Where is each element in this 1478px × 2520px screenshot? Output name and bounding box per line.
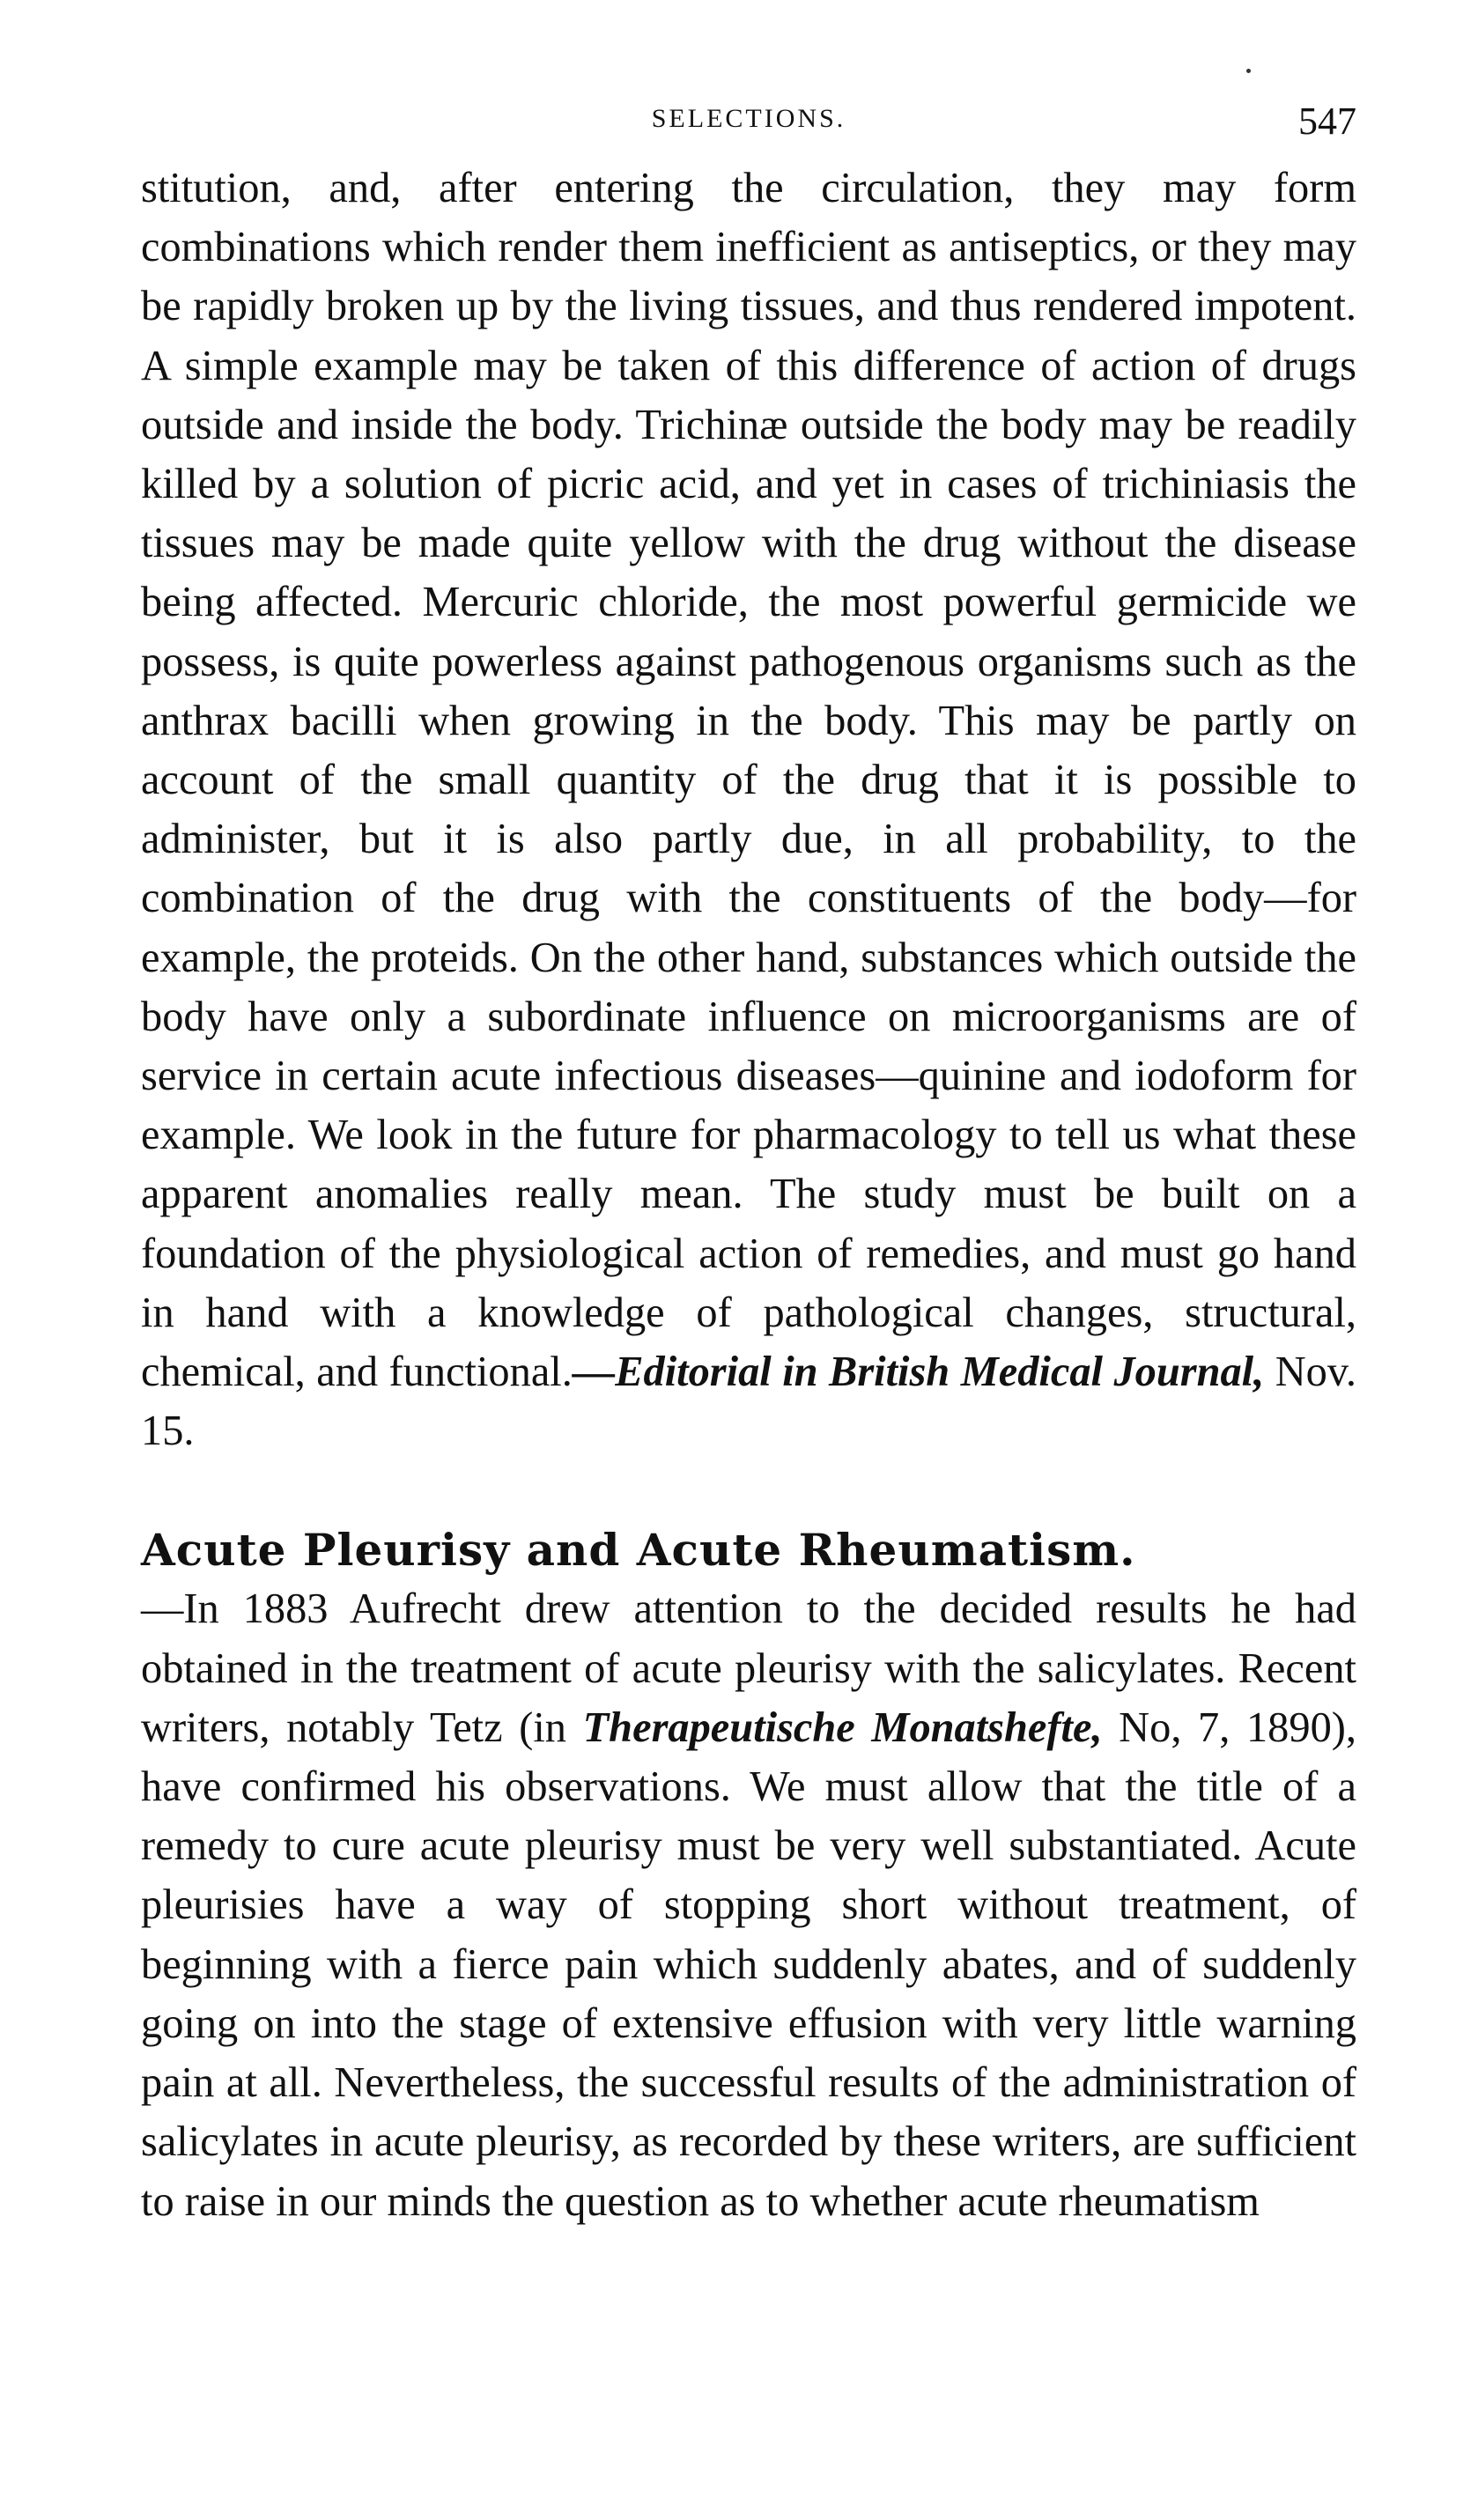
journal-title: Therapeutische Monatshefte, [582,1703,1103,1751]
section-heading: Acute Pleurisy and Acute Rheumatism. [141,1524,1136,1577]
section-text-intro: —In 1883 Aufrecht drew attention to the decided results he had obtained in the treatment of acute pleurisy with the salicylates. Recent writers, notably Tetz (in [141,1585,1356,1751]
section-paragraph [141,1579,1356,2230]
editorial-citation: —Editorial in British Medical Journal, [572,1349,1265,1396]
citation-date: Nov. 15. [141,1349,1357,1455]
print-speck [1246,69,1251,73]
paragraph-text: stitution, and, after entering the circulation, they may form combinations which render them inefficient as antiseptics, or they may be rapidly broken up by the living tissues, and thus rendered impotent. A simple example may be taken of this difference of action of drugs outside and inside the body. Trichinæ outside the body may be readily killed by a solution of picric acid, and yet in cases of trichiniasis the tissues may be made quite yellow with the drug without the disease being affected. Mercuric chloride, the most powerful germicide we possess, is quite powerless against pathogenous organisms such as the anthrax bacilli when growing in the body. This may be partly on account of the small quantity of the drug that it is possible to administer, but it is also partly due, in all probability, to the combination of the drug with the constituents of the body—for example, the proteids. On the other hand, substances which outside the body have only a subordinate influence on microorganisms are of service in certain acute infectious diseases—quinine and iodoform for example. We look in the future for pharmacology to tell us what these apparent anomalies really mean. The study must be built on a foundation of the physiological action of remedies, and must go hand in hand with a knowledge of pathological changes, structural, chemical, and functional. [141,165,1356,1396]
section-spacer [141,1460,1356,1520]
running-title: SELECTIONS. [651,104,846,133]
page-number: 547 [1298,100,1356,143]
book-page [141,88,1356,2231]
running-head [141,88,1356,159]
paragraph-continued [141,159,1356,1460]
section-text-main: No, 7, 1890), have confirmed his observations. We must allow that the title of a remedy to cure acute pleurisy must be very well substantiated. Acute pleurisies have a way of stopping short without treatment, of beginning with a fierce pain which suddenly abates, and of suddenly going on into the stage of extensive effusion with very little warning pain at all. Nevertheless, the successful results of the administration of salicylates in acute pleurisy, as recorded by these writers, are sufficient to raise in our minds the question as to whether acute rheumatism [141,1703,1356,2225]
